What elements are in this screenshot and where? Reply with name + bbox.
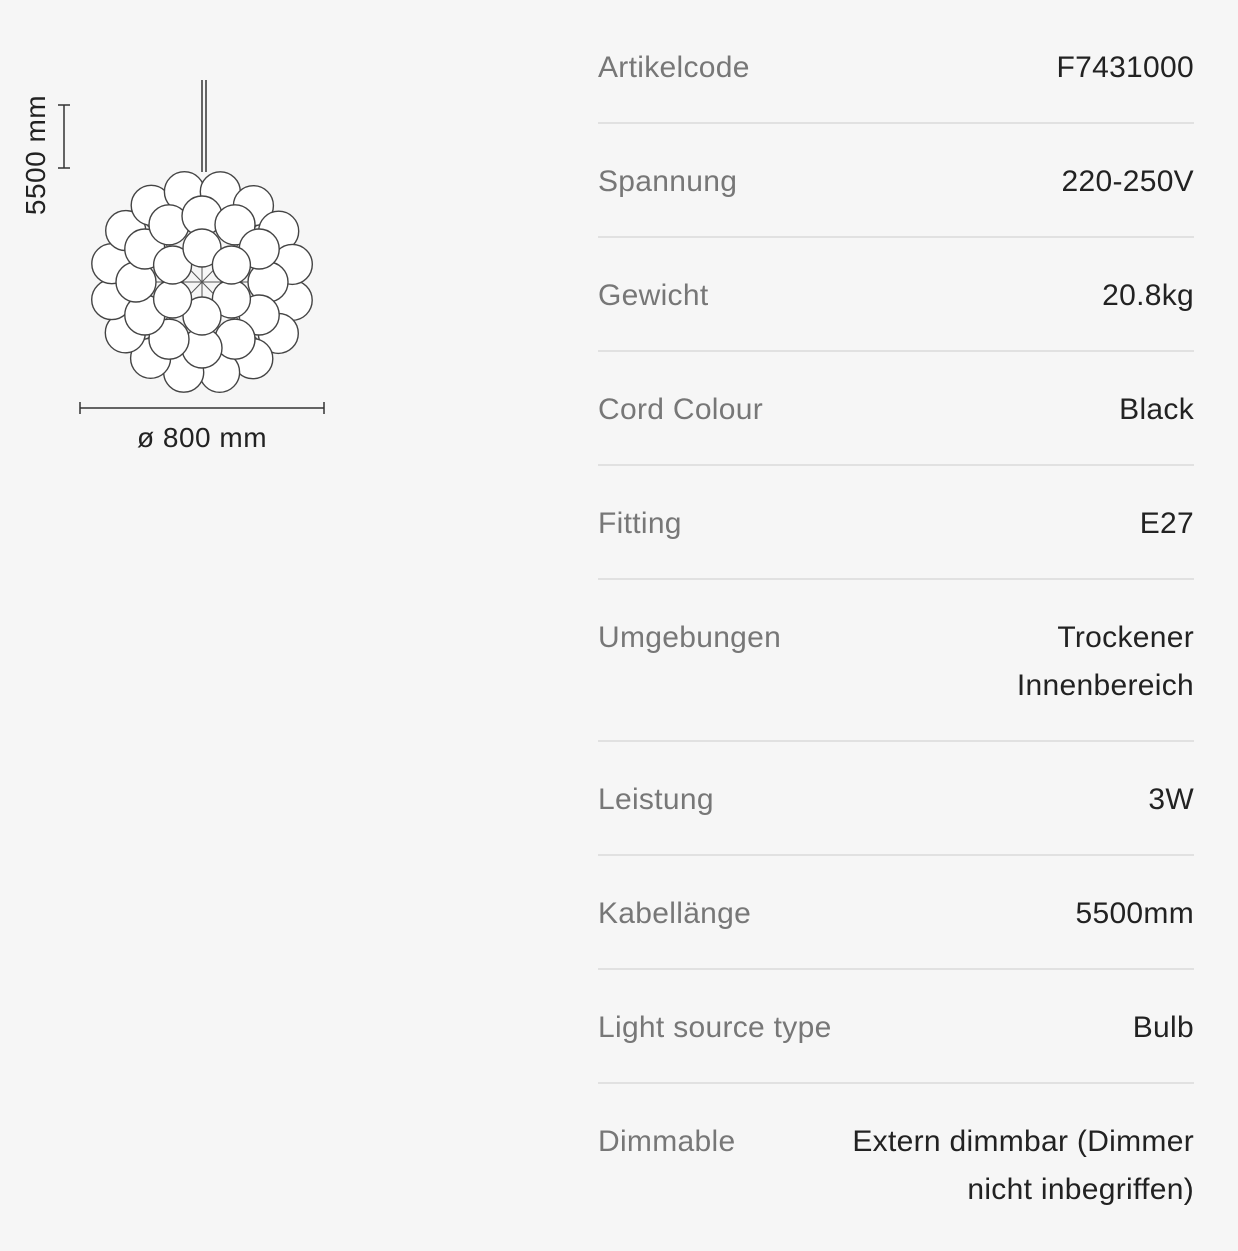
globe-shade	[154, 280, 192, 318]
height-dimension	[18, 70, 54, 240]
spec-row-artikelcode	[598, 10, 1194, 124]
spec-row-umgebungen	[598, 580, 1194, 742]
spec-value: 20.8kg	[1102, 279, 1194, 312]
specifications-table	[598, 10, 1194, 1244]
spec-row-light-source-type	[598, 970, 1194, 1084]
spec-label: Fitting	[598, 507, 682, 540]
product-dimension-drawing	[0, 0, 560, 480]
spec-label: Spannung	[598, 165, 738, 198]
spec-label: Artikelcode	[598, 51, 750, 84]
spec-value: 220-250V	[1061, 165, 1194, 198]
width-dimension-label: ø 800 mm	[136, 422, 268, 453]
spec-value: E27	[1139, 507, 1194, 540]
spec-value: Trockener Innenbereich	[1016, 621, 1194, 702]
spec-value: Black	[1119, 393, 1194, 426]
spec-label: Gewicht	[598, 279, 709, 312]
spec-label: Dimmable	[598, 1125, 736, 1158]
pendant-lamp-drawing-icon	[0, 0, 560, 480]
spec-label: Cord Colour	[598, 393, 764, 426]
spec-label: Light source type	[598, 1011, 832, 1044]
globe-shade	[212, 246, 250, 284]
spec-value: 5500mm	[1075, 897, 1194, 930]
spec-label: Leistung	[598, 783, 714, 816]
spec-row-kabellaenge	[598, 856, 1194, 970]
spec-row-cord-colour	[598, 352, 1194, 466]
spec-value: Extern dimmbar (Dimmer nicht inbegriffen)	[852, 1125, 1194, 1206]
spec-row-gewicht	[598, 238, 1194, 352]
spec-row-fitting	[598, 466, 1194, 580]
spec-value: 3W	[1148, 783, 1194, 816]
spec-label: Umgebungen	[598, 621, 782, 654]
spec-value: Bulb	[1132, 1011, 1194, 1044]
spec-label: Kabellänge	[598, 897, 752, 930]
spec-row-spannung	[598, 124, 1194, 238]
height-dimension-label: 5500 mm	[20, 94, 51, 216]
spec-row-dimmable	[598, 1084, 1194, 1244]
spec-row-leistung	[598, 742, 1194, 856]
spec-value: F7431000	[1056, 51, 1194, 84]
